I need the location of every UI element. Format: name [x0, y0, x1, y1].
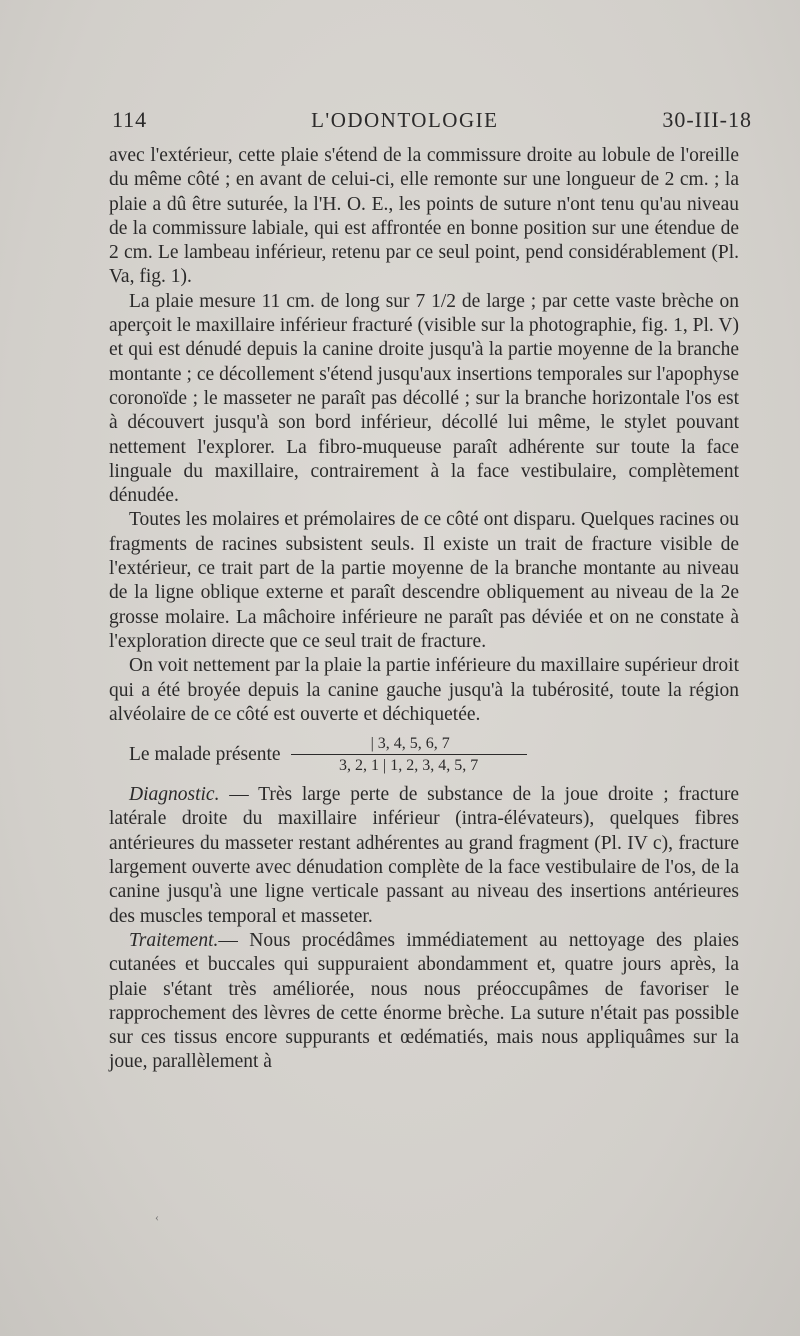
journal-title: L'ODONTOLOGIE: [311, 108, 499, 132]
paragraph-treatment: [109, 929, 739, 1075]
article-body: [109, 144, 739, 1075]
stray-mark: ‹: [155, 1210, 159, 1224]
diagnostic-text: — Très large perte de substance de la joue droite ; fracture latérale droite du maxillaire inférieur (intra-élévateurs), quelques fibres antérieures du masseter restant adhérentes au grand fragment (Pl. IV c), fracture largement ouverte avec dénudation complète de la face vestibulaire de l'os, de la canine jusqu'à une ligne verticale passant au niveau des insertions antérieures des muscles temporal et masseter.: [109, 784, 739, 927]
diagnostic-label: Diagnostic.: [129, 784, 220, 806]
formula-lower: 3, 2, 1 | 1, 2, 3, 4, 5, 7: [338, 757, 479, 775]
dental-formula: [291, 735, 527, 775]
running-header: [112, 107, 752, 133]
treatment-text: — Nous procédâmes immédiatement au nettoyage des plaies cutanées et buccales qui suppuraient abondamment et, quatre jours après, la plaie s'étant très améliorée, nous nous préoccupâmes de favoriser le rapprochement des lèvres de cette énorme brèche. La suture n'était pas possible sur ces tissus encore suppurants et œdématiés, mais nous appliquâmes sur la joue, parallèlement à: [109, 929, 739, 1073]
dental-formula-line: [129, 731, 739, 779]
formula-lead: Le malade présente: [129, 743, 281, 765]
issue-date: 30-III-18: [662, 107, 752, 132]
page-number: 114: [112, 107, 148, 132]
paragraph-diagnostic: [109, 783, 739, 929]
formula-upper: | 3, 4, 5, 6, 7: [291, 735, 527, 755]
treatment-label: Traitement.: [129, 929, 219, 951]
paragraph: avec l'extérieur, cette plaie s'étend de la commissure droite au lobule de l'oreille du même côté ; en avant de celui-ci, elle remonte sur une longueur de 2 cm. ; la plaie a dû être suturée, la l'H. O. E., les points de suture n'ont tenu qu'au niveau de la commissure labiale, qui est affrontée en bonne position sur une étendue de 2 cm. Le lambeau inférieur, retenu par ce seul point, pend considérablement (Pl. Va, fig. 1).: [109, 145, 739, 288]
paragraph: On voit nettement par la plaie la partie inférieure du maxillaire supérieur droit qui a été broyée depuis la canine gauche jusqu'à la tubérosité, toute la région alvéolaire de ce côté est ouverte et déchiquetée.: [109, 655, 739, 725]
paragraph: La plaie mesure 11 cm. de long sur 7 1/2 de large ; par cette vaste brèche on aperçoit le maxillaire inférieur fracturé (visible sur la photographie, fig. 1, Pl. V) et qui est dénudé depuis la canine droite jusqu'à la partie moyenne de la branche montante ; ce décollement s'étend jusqu'aux insertions temporales sur l'apophyse coronoïde ; le masseter ne paraît pas décollé ; sur la branche horizontale l'os est à découvert jusqu'à son bord inférieur, décollé lui même, le stylet pouvant nettement l'explorer. La fibro-muqueuse paraît adhérente sur toute la face linguale du maxillaire, contrairement à la face vestibulaire, complètement dénudée.: [109, 290, 739, 507]
paragraph: Toutes les molaires et prémolaires de ce côté ont disparu. Quelques racines ou fragments de racines subsistent seuls. Il existe un trait de fracture visible de l'extérieur, ce trait part de la partie moyenne de la branche montante au niveau de la ligne oblique externe et paraît descendre obliquement au niveau de la 2e grosse molaire. La mâchoire inférieure ne paraît pas déviée et on ne constate à l'exploration directe que ce seul trait de fracture.: [109, 509, 739, 652]
